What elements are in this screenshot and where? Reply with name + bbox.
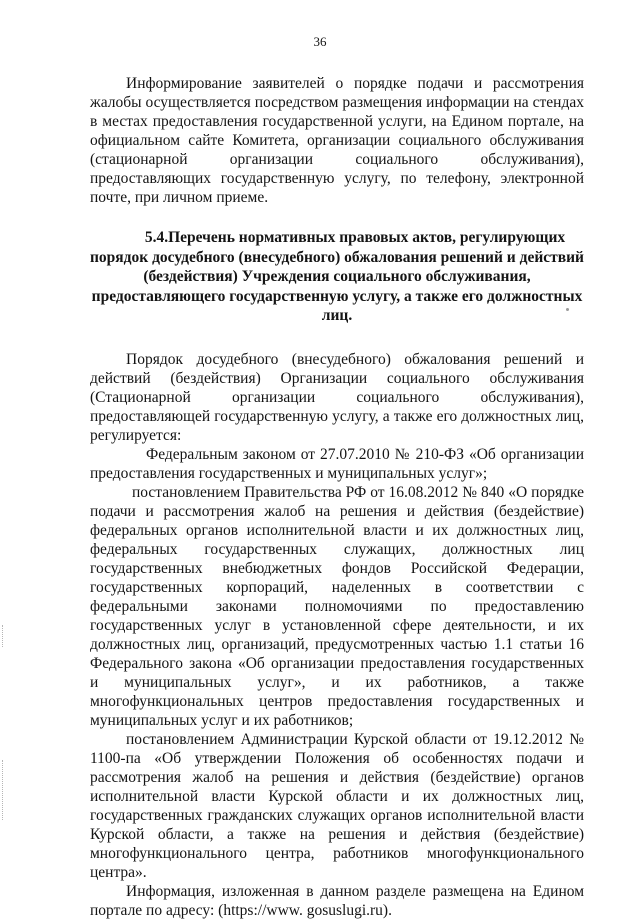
section-heading-line: 5.4.Перечень нормативных правовых актов, регулирующих [144, 229, 566, 246]
paragraph-intro: Информирование заявителей о порядке подачи и рассмотрения жалобы осуществляется посредством размещения информации на стендах в местах предоставления государственной услуги, на Едином портале, на официальном сайте Комитета, организации социального обслуживания (стационарной организации социального обслуживания), предоставляющих государственную услугу, по телефону, электронной почте, при личном приеме. [90, 75, 584, 206]
section-heading-line: (бездействия) Учреждения социального обслуживания, [143, 268, 531, 285]
scan-speck [566, 308, 569, 311]
scan-edge-mark [2, 760, 6, 820]
paragraph-regional-decree: постановлением Администрации Курской области от 19.12.2012 № 1100-па «Об утверждении Положения об особенностях подачи и рассмотрения жалоб на решения и действия (бездействие) органов исполнительной власти Курской области и их должностных лиц, государственных гражданских служащих органов исполнительной власти Курской области, а также на решения и действия (бездействие) многофункционального центра, работников многофункционального центра». [90, 730, 584, 881]
paragraph-government-decree: постановлением Правительства РФ от 16.08.2012 № 840 «О порядке подачи и рассмотрения жалоб на решения и действия (бездействие) федеральных органов исполнительной власти и их должностных лиц, федеральных государственных служащих, должностных лиц государственных внебюджетных фондов Российской Федерации, государственных корпораций, наделенных в соответствии с федеральными законами полномочиями по предоставлению государственных услуг в установленной сфере деятельности, и их должностных лиц, организаций, предусмотренных частью 1.1 статьи 16 Федерального закона «Об организации предоставления государственных и муниципальных услуг», и их работников, а также многофункциональных центров предоставления государственных и муниципальных услуг и их работников; [90, 483, 584, 729]
section-heading [90, 228, 584, 326]
document-body [90, 74, 584, 920]
scan-edge-mark [2, 625, 6, 647]
section-heading-line: предоставляющего государственную услугу, а также его должностных [91, 287, 583, 305]
section-heading-line: лиц. [321, 307, 353, 324]
paragraph-portal: Информация, изложенная в данном разделе размещена на Едином портале по адресу: (https://www. gosuslugi.ru). [90, 882, 584, 919]
paragraph-order: Порядок досудебного (внесудебного) обжалования решений и действий (бездействия) Организации социального обслуживания (Стационарной организации социального обслуживания), предоставляющей государственную услугу, а также его должностных лиц, регулируется: [90, 350, 584, 444]
section-heading-line: порядок досудебного (внесудебного) обжалования решений и действий [90, 248, 584, 266]
paragraph-federal-law: Федеральным законом от 27.07.2010 № 210-ФЗ «Об организации предоставления государственных и муниципальных услуг»; [90, 445, 584, 482]
page-number: 36 [313, 34, 327, 49]
